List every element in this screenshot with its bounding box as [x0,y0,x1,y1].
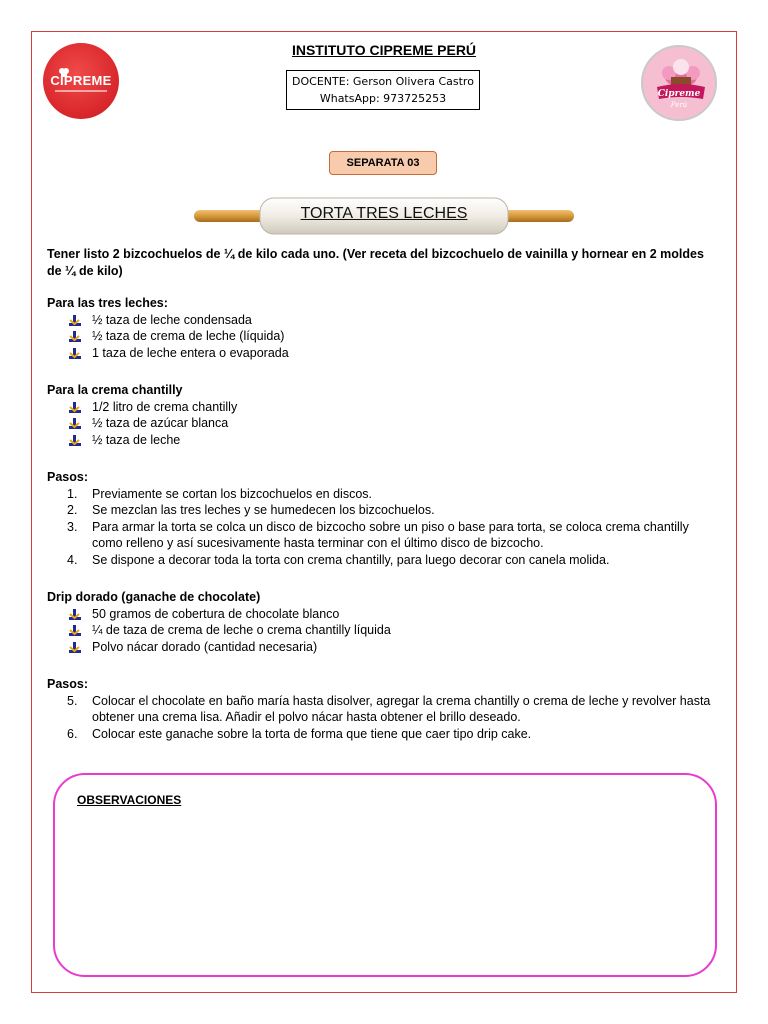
observaciones-title: OBSERVACIONES [77,793,182,807]
list-item: 50 gramos de cobertura de chocolate blanco [47,606,717,623]
teacher-info-box [286,70,480,110]
bullet-icon [69,348,81,359]
step-item: 4. Se dispone a decorar toda la torta con crema chantilly, para luego decorar con canela molida. [67,552,610,567]
recipe-content [47,246,717,742]
list-item: Polvo nácar dorado (cantidad necesaria) [47,639,717,656]
list-item: ¼ de taza de crema de leche o crema chantilly líquida [47,622,717,639]
list-item: 1/2 litro de crema chantilly [47,399,717,416]
bullet-icon [69,642,81,653]
observaciones-box [53,773,717,977]
bullet-icon [69,315,81,326]
bullet-icon [69,435,81,446]
bullet-icon [69,331,81,342]
pasos-2-heading: Pasos: [47,677,88,691]
tres-leches-list [47,312,717,362]
pasos-heading: Pasos: [47,470,88,484]
list-item: 1 taza de leche entera o evaporada [47,345,717,362]
step-item: 2. Se mezclan las tres leches y se humedecen los bizcochuelos. [67,503,435,517]
step-item: 3. Para armar la torta se colca un disco de bizcocho sobre un piso o base para torta, se coloca crema chantilly como relleno y así sucesivamente hasta terminar con el último disco de bizcocho. [67,519,689,550]
step-item: 6. Colocar este ganache sobre la torta de forma que tiene que caer tipo drip cake. [67,726,532,741]
step-item: 5. Colocar el chocolate en baño maría hasta disolver, agregar la crema chantilly o crema de leche y revolver hasta obtener una crema lisa. Añadir el polvo nácar hasta obtener el brillo deseado. [67,693,711,724]
institute-title: INSTITUTO CIPREME PERÚ [291,42,477,58]
bullet-icon [69,402,81,413]
bullet-icon [69,609,81,620]
separata-badge: SEPARATA 03 [329,151,437,175]
intro-text: Tener listo 2 bizcochuelos de ¼ de kilo cada uno. (Ver receta del bizcochuelo de vainilla y hornear en 2 moldes de ¼ de kilo) [47,247,704,278]
cipreme-peru-logo [641,45,717,121]
pasos-list [47,486,717,569]
logo-right-text-1: Cipreme [657,89,701,99]
recipe-title-banner [192,196,576,236]
recipe-title: TORTA TRES LECHES [300,205,468,222]
teacher-name: DOCENTE: Gerson Olivera Castro [292,75,474,88]
bullet-icon [69,625,81,636]
bullet-icon [69,418,81,429]
list-item: ½ taza de crema de leche (líquida) [47,328,717,345]
cupcakes-icon [643,47,717,121]
list-item: ½ taza de leche [47,432,717,449]
list-item: ½ taza de leche condensada [47,312,717,329]
chantilly-list [47,399,717,449]
logo-right-text-2: Perú [670,101,688,109]
pasos-2-list [47,693,717,743]
whatsapp-number: WhatsApp: 973725253 [319,92,447,105]
logo-left-text: CIPREME [50,73,112,88]
list-item: ½ taza de azúcar blanca [47,415,717,432]
drip-heading: Drip dorado (ganache de chocolate) [47,590,261,604]
tres-leches-heading: Para las tres leches: [47,296,168,310]
step-item: 1. Previamente se cortan los bizcochuelos en discos. [67,486,373,501]
drip-list [47,606,717,656]
chantilly-heading: Para la crema chantilly [47,383,183,397]
